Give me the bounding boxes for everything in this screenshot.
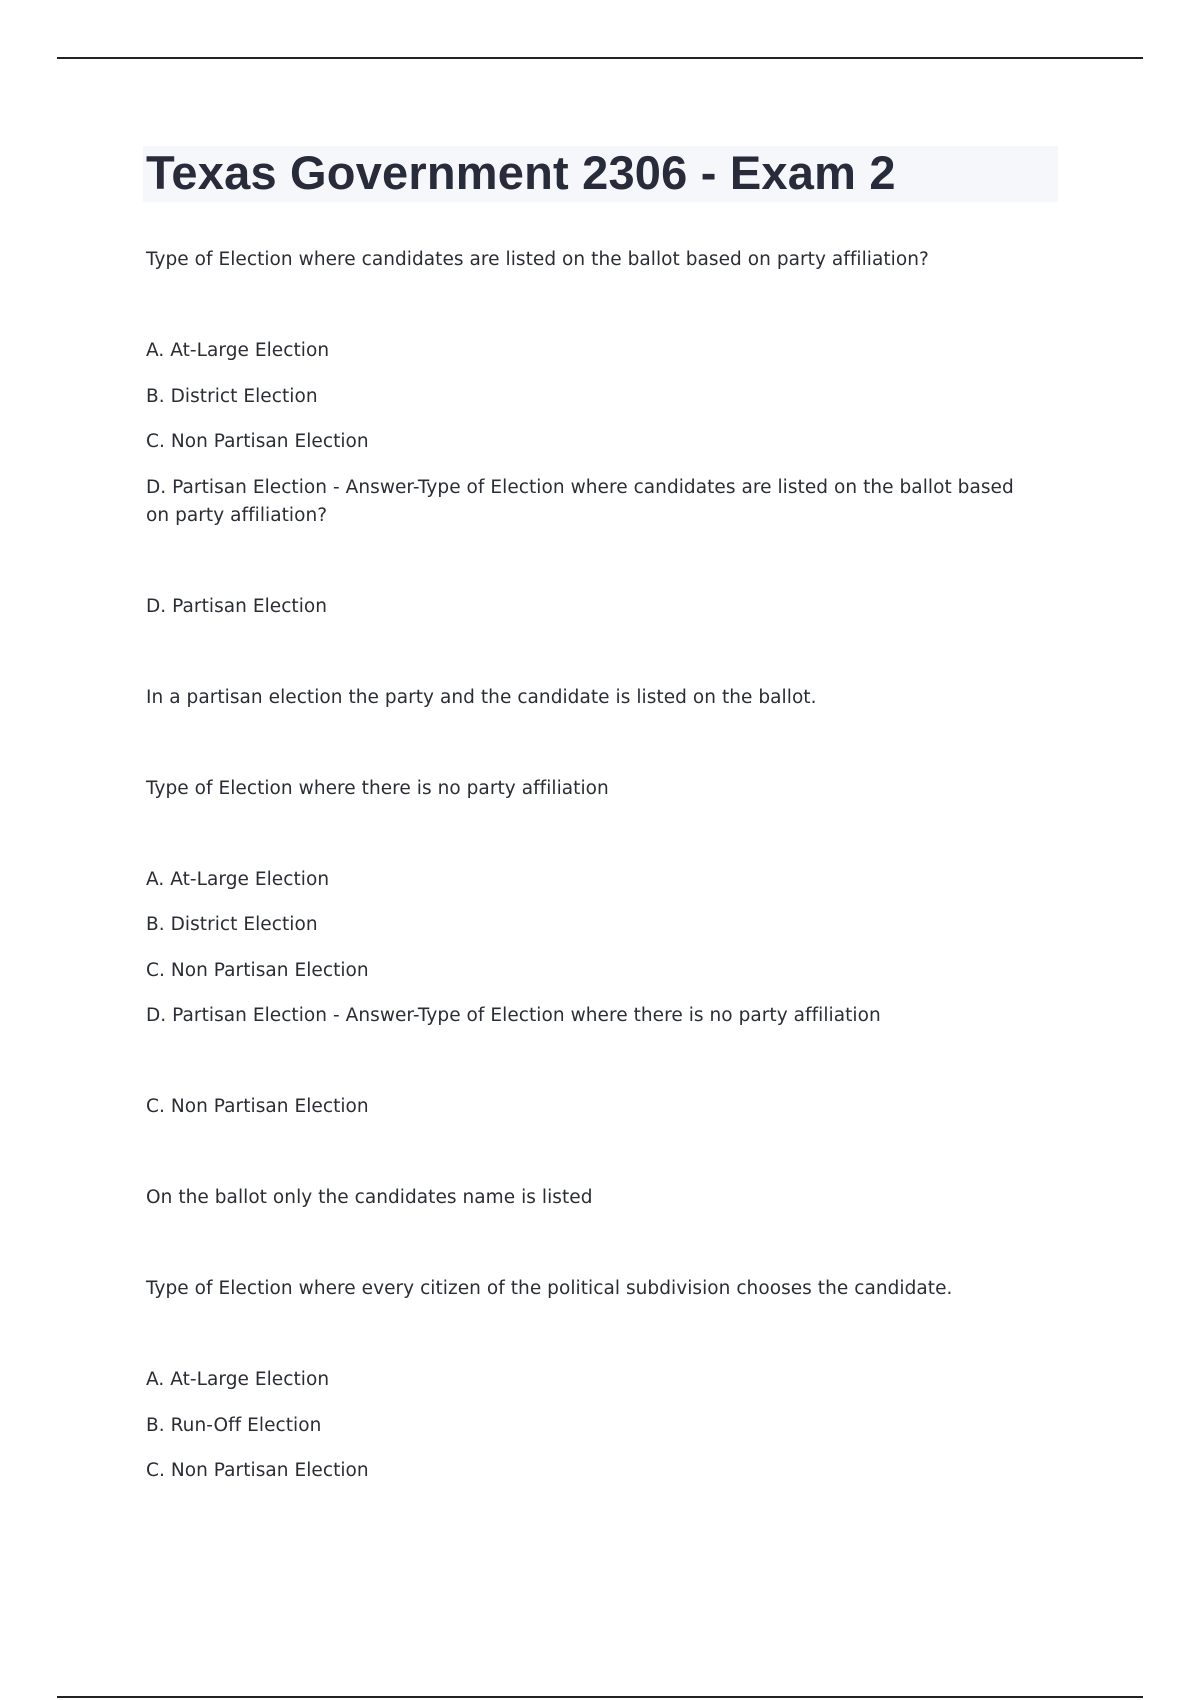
option-item: A. At-Large Election — [146, 340, 330, 361]
option-item: A. At-Large Election — [146, 1369, 330, 1390]
answer-text: C. Non Partisan Election — [146, 1096, 369, 1117]
question-prompt: Type of Election where every citizen of the political subdivision chooses the candidate. — [146, 1278, 953, 1299]
answer-text: D. Partisan Election — [146, 596, 328, 617]
page-title: Texas Government 2306 - Exam 2 — [146, 146, 896, 199]
option-item: D. Partisan Election - Answer-Type of Election where candidates are listed on the ballot based on party affiliation? — [146, 477, 1014, 526]
top-rule — [57, 57, 1143, 59]
option-item: A. At-Large Election — [146, 869, 330, 890]
option-item: C. Non Partisan Election — [146, 1460, 369, 1481]
question-prompt: Type of Election where there is no party affiliation — [146, 778, 609, 799]
option-item: B. Run-Off Election — [146, 1415, 322, 1436]
question-prompt: Type of Election where candidates are listed on the ballot based on party affiliation? — [146, 249, 929, 270]
option-item: B. District Election — [146, 914, 318, 935]
explanation-text: In a partisan election the party and the candidate is listed on the ballot. — [146, 687, 817, 708]
bottom-rule — [57, 1696, 1143, 1698]
explanation-text: On the ballot only the candidates name is listed — [146, 1187, 593, 1208]
option-item: C. Non Partisan Election — [146, 960, 369, 981]
option-item: C. Non Partisan Election — [146, 431, 369, 452]
option-item: B. District Election — [146, 386, 318, 407]
option-item: D. Partisan Election - Answer-Type of Election where there is no party affiliation — [146, 1005, 881, 1026]
